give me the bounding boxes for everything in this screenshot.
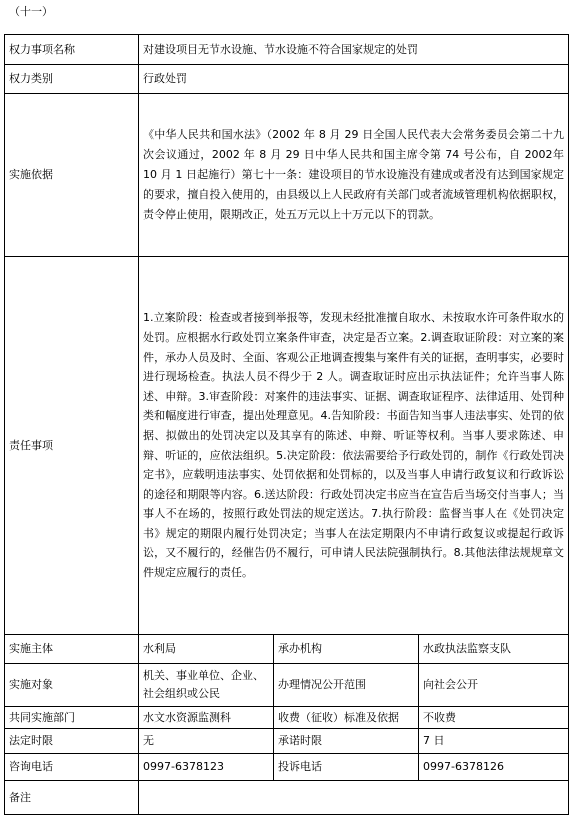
row-remark: [5, 781, 569, 815]
label-name: 权力事项名称: [5, 35, 139, 65]
row-dept: [5, 707, 569, 729]
row-limit: [5, 729, 569, 754]
label-office: 承办机构: [274, 635, 419, 664]
row-name: [5, 35, 569, 65]
value-complaint-phone: 0997-6378126: [419, 754, 569, 781]
row-phone: [5, 754, 569, 781]
label-remark: 备注: [5, 781, 139, 815]
value-subject: 水利局: [139, 635, 274, 664]
label-basis: 实施依据: [5, 94, 139, 257]
power-item-table: [4, 34, 569, 815]
value-disclosure: 向社会公开: [419, 664, 569, 707]
value-fee: 不收费: [419, 707, 569, 729]
value-office: 水政执法监察支队: [419, 635, 569, 664]
label-fee: 收费（征收）标准及依据: [274, 707, 419, 729]
value-name: 对建设项目无节水设施、节水设施不符合国家规定的处罚: [139, 35, 569, 65]
row-basis: [5, 94, 569, 257]
label-subject: 实施主体: [5, 635, 139, 664]
value-dept: 水文水资源监测科: [139, 707, 274, 729]
value-target: 机关、事业单位、企业、社会组织或公民: [139, 664, 274, 707]
section-caption: （十一）: [9, 5, 53, 18]
value-basis: 《中华人民共和国水法》（2002 年 8 月 29 日全国人民代表大会常务委员会第二十九次会议通过，2002 年 8 月 29 日中华人民共和国主席令第 74 号公布，自 2002年 10 月 1 日起施行）第七十一条：建设项目的节水设施没有建成或者没有达到国家规定的要求，擅自投入使用的，由县级以上人民政府有关部门或者流域管理机构依据职权，责令停止使用，限期改正，处五万元以上十万元以下的罚款。: [139, 94, 569, 257]
row-target: [5, 664, 569, 707]
label-promise-limit: 承诺时限: [274, 729, 419, 754]
row-subject: [5, 635, 569, 664]
label-category: 权力类别: [5, 65, 139, 94]
label-legal-limit: 法定时限: [5, 729, 139, 754]
label-responsibility: 责任事项: [5, 257, 139, 635]
value-promise-limit: 7 日: [419, 729, 569, 754]
label-target: 实施对象: [5, 664, 139, 707]
label-dept: 共同实施部门: [5, 707, 139, 729]
label-complaint-phone: 投诉电话: [274, 754, 419, 781]
value-category: 行政处罚: [139, 65, 569, 94]
row-category: [5, 65, 569, 94]
label-consult-phone: 咨询电话: [5, 754, 139, 781]
label-disclosure: 办理情况公开范围: [274, 664, 419, 707]
value-legal-limit: 无: [139, 729, 274, 754]
value-remark: [139, 781, 569, 815]
value-consult-phone: 0997-6378123: [139, 754, 274, 781]
row-responsibility: [5, 257, 569, 635]
value-responsibility: 1.立案阶段：检查或者接到举报等，发现未经批准擅自取水、未按取水许可条件取水的处罚。应根据水行政处罚立案条件审查，决定是否立案。2.调查取证阶段：对立案的案件，承办人员及时、全面、客观公正地调查搜集与案件有关的证据，查明事实，必要时进行现场检查。执法人员不得少于 2 人。调查取证时应出示执法证件；允许当事人陈述、申辩。3.审查阶段：对案件的违法事实、证据、调查取证程序、法律适用、处罚种类和幅度进行审查，提出处理意见。4.告知阶段：书面告知当事人违法事实、处罚的依据、拟做出的处罚决定以及其享有的陈述、申辩、听证等权利。当事人要求陈述、申辩、听证的，应依法组织。5.决定阶段：依法需要给予行政处罚的，制作《行政处罚决定书》，应载明违法事实、处罚依据和处罚标的，以及当事人申请行政复议和行政诉讼的途径和期限等内容。6.送达阶段：行政处罚决定书应当在宣告后当场交付当事人；当事人不在场的，按照行政处罚法的规定送达。7.执行阶段：监督当事人在《处罚决定书》规定的期限内履行处罚决定；当事人在法定期限内不申请行政复议或提起行政诉讼，又不履行的，经催告仍不履行，可申请人民法院强制执行。8.其他法律法规规章文件规定应履行的责任。: [139, 257, 569, 635]
